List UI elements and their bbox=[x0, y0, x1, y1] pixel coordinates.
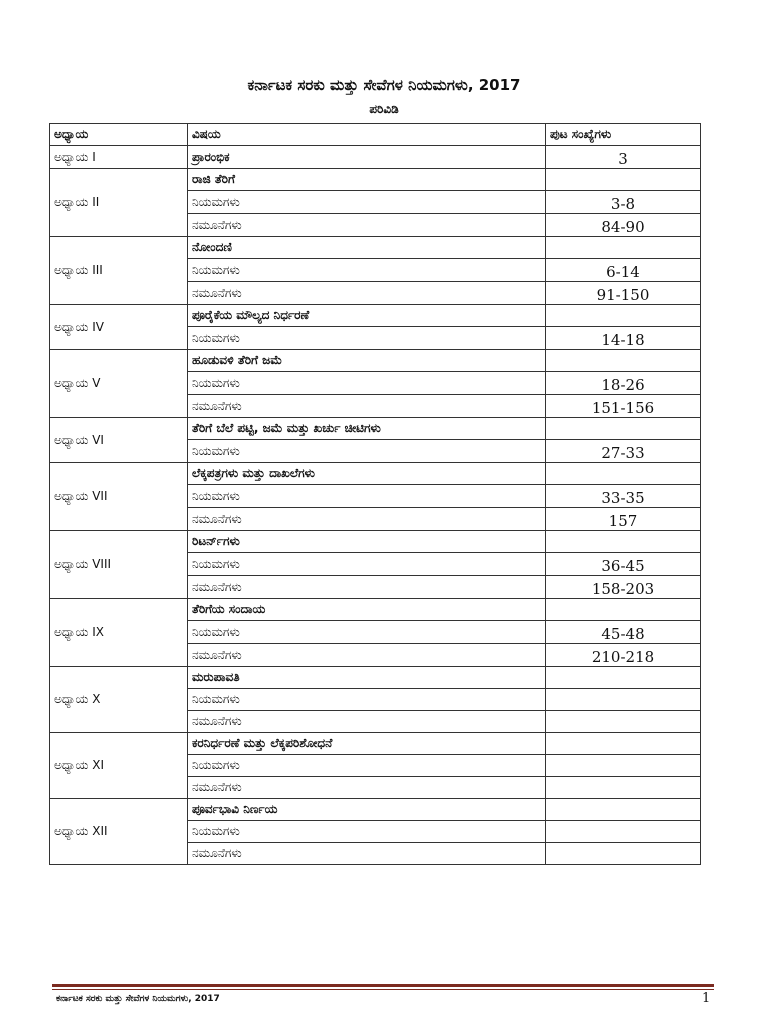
topic-cell: ನಮೂನೆಗಳು bbox=[188, 282, 546, 305]
topic-cell: ನಮೂನೆಗಳು bbox=[188, 644, 546, 667]
header-topic: ವಿಷಯ bbox=[188, 124, 546, 146]
topic-cell: ಮರುಪಾವತಿ bbox=[188, 667, 546, 689]
chapter-label: ಅಧ್ಯಾಯ II bbox=[50, 169, 188, 237]
table-row bbox=[50, 237, 701, 259]
topic-cell: ಕರನಿರ್ಧರಣೆ ಮತ್ತು ಲೆಕ್ಕಪರಿಶೋಧನೆ bbox=[188, 733, 546, 755]
contents-table bbox=[49, 123, 701, 865]
pages-cell bbox=[546, 843, 701, 865]
topic-cell: ನಿಯಮಗಳು bbox=[188, 327, 546, 350]
topic-cell: ನಮೂನೆಗಳು bbox=[188, 576, 546, 599]
pages-cell: 3-8 bbox=[546, 191, 701, 214]
topic-cell: ನಮೂನೆಗಳು bbox=[188, 843, 546, 865]
footer-rule bbox=[52, 984, 714, 987]
topic-cell: ನಮೂನೆಗಳು bbox=[188, 777, 546, 799]
topic-cell: ಪೂರ್ವಭಾವಿ ನಿರ್ಣಯ bbox=[188, 799, 546, 821]
pages-cell bbox=[546, 777, 701, 799]
chapter-label: ಅಧ್ಯಾಯ III bbox=[50, 237, 188, 305]
pages-cell bbox=[546, 463, 701, 485]
topic-cell: ರಿಟರ್ನ್‌ಗಳು bbox=[188, 531, 546, 553]
chapter-label: ಅಧ್ಯಾಯ V bbox=[50, 350, 188, 418]
topic-cell: ನಮೂನೆಗಳು bbox=[188, 214, 546, 237]
topic-cell: ನಮೂನೆಗಳು bbox=[188, 711, 546, 733]
topic-cell: ನಮೂನೆಗಳು bbox=[188, 508, 546, 531]
topic-cell: ನಿಯಮಗಳು bbox=[188, 553, 546, 576]
topic-cell: ನಿಯಮಗಳು bbox=[188, 259, 546, 282]
table-row bbox=[50, 531, 701, 553]
pages-cell bbox=[546, 799, 701, 821]
topic-cell: ನಿಯಮಗಳು bbox=[188, 191, 546, 214]
header-pages: ಪುಟ ಸಂಖ್ಯೆಗಳು bbox=[546, 124, 701, 146]
topic-cell: ಪೂರೈಕೆಯ ಮೌಲ್ಯದ ನಿರ್ಧರಣೆ bbox=[188, 305, 546, 327]
pages-cell bbox=[546, 169, 701, 191]
pages-cell: 157 bbox=[546, 508, 701, 531]
pages-cell bbox=[546, 237, 701, 259]
table-row bbox=[50, 733, 701, 755]
table-row bbox=[50, 146, 701, 169]
contents-body bbox=[50, 146, 701, 865]
pages-cell bbox=[546, 531, 701, 553]
pages-cell: 36-45 bbox=[546, 553, 701, 576]
pages-cell: 33-35 bbox=[546, 485, 701, 508]
pages-cell bbox=[546, 305, 701, 327]
pages-cell bbox=[546, 689, 701, 711]
topic-cell: ಪ್ರಾರಂಭಿಕ bbox=[188, 146, 546, 169]
footer-title: ಕರ್ನಾಟಕ ಸರಕು ಮತ್ತು ಸೇವೆಗಳ ನಿಯಮಗಳು, 2017 bbox=[56, 994, 220, 1004]
table-row bbox=[50, 169, 701, 191]
chapter-label: ಅಧ್ಯಾಯ I bbox=[50, 146, 188, 169]
table-row bbox=[50, 350, 701, 372]
chapter-label: ಅಧ್ಯಾಯ XII bbox=[50, 799, 188, 865]
table-row bbox=[50, 799, 701, 821]
pages-cell bbox=[546, 821, 701, 843]
table-row bbox=[50, 599, 701, 621]
pages-cell bbox=[546, 599, 701, 621]
page-title: ಕರ್ನಾಟಕ ಸರಕು ಮತ್ತು ಸೇವೆಗಳ ನಿಯಮಗಳು, 2017 bbox=[247, 76, 521, 94]
topic-cell: ಲೆಕ್ಕಪತ್ರಗಳು ಮತ್ತು ದಾಖಲೆಗಳು bbox=[188, 463, 546, 485]
pages-cell: 27-33 bbox=[546, 440, 701, 463]
pages-cell bbox=[546, 711, 701, 733]
chapter-label: ಅಧ್ಯಾಯ VII bbox=[50, 463, 188, 531]
pages-cell: 18-26 bbox=[546, 372, 701, 395]
page-subtitle: ಪರಿವಿಡಿ bbox=[369, 102, 399, 116]
pages-cell: 45-48 bbox=[546, 621, 701, 644]
header-chapter: ಅಧ್ಯಾಯ bbox=[50, 124, 188, 146]
table-row bbox=[50, 418, 701, 440]
topic-cell: ತೆರಿಗೆ ಬೆಲೆ ಪಟ್ಟಿ, ಜಮೆ ಮತ್ತು ಖರ್ಚು ಚೀಟಿಗಳು bbox=[188, 418, 546, 440]
header-row bbox=[50, 124, 701, 146]
topic-cell: ನಿಯಮಗಳು bbox=[188, 440, 546, 463]
pages-cell: 3 bbox=[546, 146, 701, 169]
pages-cell: 14-18 bbox=[546, 327, 701, 350]
topic-cell: ನಿಯಮಗಳು bbox=[188, 372, 546, 395]
table-row bbox=[50, 667, 701, 689]
pages-cell bbox=[546, 667, 701, 689]
chapter-label: ಅಧ್ಯಾಯ VI bbox=[50, 418, 188, 463]
topic-cell: ಹೂಡುವಳಿ ತೆರಿಗೆ ಜಮೆ bbox=[188, 350, 546, 372]
topic-cell: ನಿಯಮಗಳು bbox=[188, 485, 546, 508]
topic-cell: ತೆರಿಗೆಯ ಸಂದಾಯ bbox=[188, 599, 546, 621]
topic-cell: ನಿಯಮಗಳು bbox=[188, 689, 546, 711]
topic-cell: ನೋಂದಣಿ bbox=[188, 237, 546, 259]
page-number: 1 bbox=[702, 991, 711, 1006]
table-row bbox=[50, 463, 701, 485]
topic-cell: ನಮೂನೆಗಳು bbox=[188, 395, 546, 418]
topic-cell: ರಾಜಿ ತೆರಿಗೆ bbox=[188, 169, 546, 191]
chapter-label: ಅಧ್ಯಾಯ IV bbox=[50, 305, 188, 350]
pages-cell bbox=[546, 755, 701, 777]
pages-cell: 84-90 bbox=[546, 214, 701, 237]
pages-cell bbox=[546, 350, 701, 372]
pages-cell: 151-156 bbox=[546, 395, 701, 418]
topic-cell: ನಿಯಮಗಳು bbox=[188, 821, 546, 843]
chapter-label: ಅಧ್ಯಾಯ X bbox=[50, 667, 188, 733]
topic-cell: ನಿಯಮಗಳು bbox=[188, 621, 546, 644]
pages-cell bbox=[546, 418, 701, 440]
pages-cell: 210-218 bbox=[546, 644, 701, 667]
chapter-label: ಅಧ್ಯಾಯ IX bbox=[50, 599, 188, 667]
pages-cell: 158-203 bbox=[546, 576, 701, 599]
table-row bbox=[50, 305, 701, 327]
pages-cell: 91-150 bbox=[546, 282, 701, 305]
pages-cell: 6-14 bbox=[546, 259, 701, 282]
pages-cell bbox=[546, 733, 701, 755]
topic-cell: ನಿಯಮಗಳು bbox=[188, 755, 546, 777]
chapter-label: ಅಧ್ಯಾಯ XI bbox=[50, 733, 188, 799]
chapter-label: ಅಧ್ಯಾಯ VIII bbox=[50, 531, 188, 599]
footer-rule-thin bbox=[52, 989, 714, 990]
